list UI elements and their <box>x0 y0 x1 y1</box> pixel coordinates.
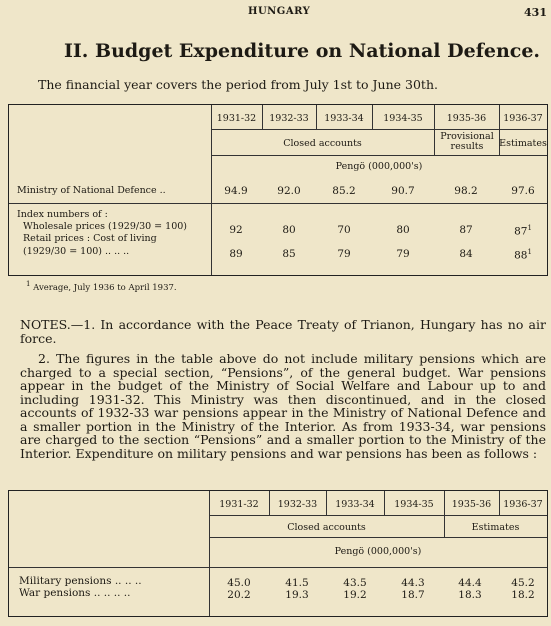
ministry-value-1935: 98.2 <box>454 185 478 197</box>
war-value-1935: 18.3 <box>458 589 482 601</box>
table1-year-3: 1933-34 <box>324 113 364 124</box>
retail-value-1936: $88^1$ <box>514 248 532 262</box>
war-value-1933: 19.2 <box>343 589 367 601</box>
table1-year-1: 1931-32 <box>216 113 257 124</box>
footnote-marker: 1 <box>527 224 532 232</box>
table2-year-3: 1933-34 <box>335 499 375 510</box>
note-1: NOTES.—1. In accordance with the Peace Treaty of Trianon, Hungary has no air force. <box>20 317 546 346</box>
ministry-value-1934: 90.7 <box>391 185 415 197</box>
war-value-1932: 19.3 <box>285 589 309 601</box>
table2-year-1: 1931-32 <box>219 499 259 510</box>
table2-year-4: 1934-35 <box>394 499 434 510</box>
page-number: 431 <box>524 6 547 19</box>
wholesale-value-1936: $87^1$ <box>514 224 532 238</box>
table2-unit: Pengö (000,000's) <box>334 546 422 557</box>
table2-year-5: 1935-36 <box>451 499 492 510</box>
section-subtitle: The financial year covers the period from July 1st to June 30th. <box>38 77 438 92</box>
military-value-1933: 43.5 <box>343 577 367 589</box>
wholesale-value-1934: 80 <box>396 224 410 236</box>
war-value-1931: 20.2 <box>227 589 251 601</box>
note-2: 2. The figures in the table above do not include military pensions which are charged to a special section, “Pensions”, of the general budget. War pensions appear in the budget of the Ministry of Social Welfare and Labour up to and including 1931-32. This Ministry was then discontinued, and in the closed accounts of 1932-33 war pensions appear in the Ministry of National Defence and a smaller portion in the Ministry of the Interior. As from 1933-34, war pensions are charged to the section “Pensions” and a smaller portion to the Ministry of the Interior. Expenditure on military pensions and war pensions has been as follows : <box>20 351 546 461</box>
table1-year-5: 1935-36 <box>446 113 487 124</box>
row-retail-label: (1929/30 = 100) .. .. .. <box>23 246 130 257</box>
retail-value-1933: 79 <box>337 248 351 260</box>
table1-provisional-results: Provisional results <box>440 131 494 152</box>
row-wholesale-label: Wholesale prices (1929/30 = 100) <box>23 221 187 232</box>
table2-estimates: Estimates <box>471 522 520 533</box>
retail-value-1932: 85 <box>282 248 296 260</box>
defence-expenditure-table <box>8 104 548 276</box>
table1-estimates: Estimates <box>499 138 547 149</box>
table2-year-6: 1936-37 <box>503 499 543 510</box>
running-head-country: HUNGARY <box>248 6 311 17</box>
footnote: $^1$ Average, July 1936 to April 1937. <box>26 280 177 293</box>
ministry-value-1933: 85.2 <box>332 185 356 197</box>
military-value-1934: 44.3 <box>401 577 425 589</box>
retail-value-1935: 84 <box>459 248 473 260</box>
table2-year-2: 1932-33 <box>277 499 318 510</box>
wholesale-value-1931: 92 <box>229 224 243 236</box>
table1-year-4: 1934-35 <box>383 113 423 124</box>
table1-year-6: 1936-37 <box>503 113 543 124</box>
retail-value-1934: 79 <box>396 248 410 260</box>
running-head <box>0 6 551 22</box>
wholesale-value-1933: 70 <box>337 224 351 236</box>
table2-closed-accounts: Closed accounts <box>287 522 366 533</box>
ministry-value-1936: 97.6 <box>511 185 535 197</box>
military-value-1935: 44.4 <box>458 577 482 589</box>
table1-year-2: 1932-33 <box>269 113 309 124</box>
war-value-1934: 18.7 <box>401 589 425 601</box>
section-title: II. Budget Expenditure on National Defence. <box>64 40 541 62</box>
table1-closed-accounts: Closed accounts <box>283 138 362 149</box>
war-value-1936: 18.2 <box>511 589 535 601</box>
retail-value-1931: 89 <box>229 248 243 260</box>
military-value-1936: 45.2 <box>511 577 535 589</box>
wholesale-value-1935: 87 <box>459 224 473 236</box>
pensions-table <box>8 490 548 617</box>
ministry-value-1932: 92.0 <box>277 185 301 197</box>
military-value-1932: 41.5 <box>285 577 309 589</box>
military-value-1931: 45.0 <box>227 577 251 589</box>
retail-heading: Retail prices : Cost of living <box>23 233 157 244</box>
index-heading: Index numbers of : <box>17 209 108 220</box>
wholesale-value-1932: 80 <box>282 224 296 236</box>
ministry-value-1931: 94.9 <box>224 185 248 197</box>
table1-unit: Pengö (000,000's) <box>335 161 423 172</box>
row-military-pensions-label: Military pensions .. .. .. <box>19 575 142 587</box>
footnote-marker: 1 <box>527 248 532 256</box>
row-war-pensions-label: War pensions .. .. .. .. <box>19 587 131 599</box>
row-ministry-label: Ministry of National Defence .. <box>17 185 166 196</box>
